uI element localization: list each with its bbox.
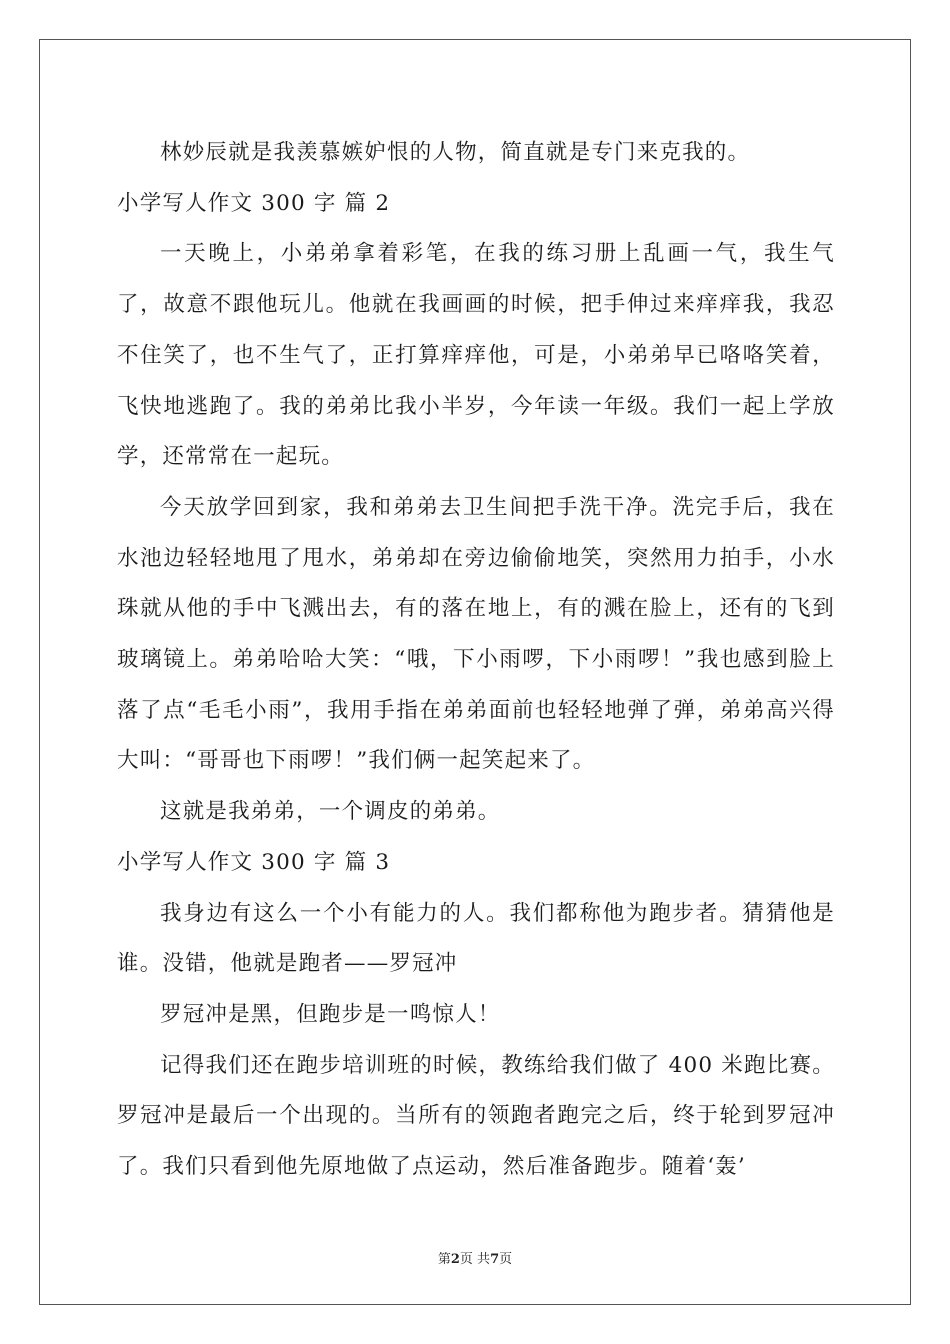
document-body [117,128,835,1193]
page-current: 2 [450,1252,460,1267]
section-heading: 小学写人作文 300 字 篇 2 [117,190,391,216]
page-footer [0,1248,950,1267]
paragraph: 记得我们还在跑步培训班的时候，教练给我们做了 400 米跑比赛。罗冠冲是最后一个出现的。当所有的领跑者跑完之后，终于轮到罗冠冲了。我们只看到他先原地做了点运动，然后准备跑步。随着‘轰’ [117,1052,835,1180]
section-heading: 小学写人作文 300 字 篇 3 [117,849,391,875]
paragraph: 罗冠冲是黑，但跑步是一鸣惊人！ [160,1001,501,1027]
page-prefix: 第 [437,1252,451,1267]
paragraph: 林妙辰就是我羡慕嫉妒恨的人物，简直就是专门来克我的。 [160,140,751,165]
paragraph: 这就是我弟弟，一个调皮的弟弟。 [160,799,501,825]
page-suffix: 页 [499,1252,513,1267]
paragraph: 我身边有这么一个小有能力的人。我们都称他为跑步者。猜猜他是谁。没错，他就是跑者——罗冠冲 [117,900,835,977]
paragraph: 一天晚上，小弟弟拿着彩笔，在我的练习册上乱画一气，我生气了，故意不跟他玩儿。他就在我画画的时候，把手伸过来痒痒我，我忍不住笑了，也不生气了，正打算痒痒他，可是，小弟弟早已咯咯笑着，飞快地逃跑了。我的弟弟比我小半岁，今年读一年级。我们一起上学放学，还常常在一起玩。 [117,241,835,470]
page-total: 7 [490,1252,500,1267]
paragraph: 今天放学回到家，我和弟弟去卫生间把手洗干净。洗完手后，我在水池边轻轻地甩了甩水，弟弟却在旁边偷偷地笑，突然用力拍手，小水珠就从他的手中飞溅出去，有的落在地上，有的溅在脸上，还有的飞到玻璃镜上。弟弟哈哈大笑：“哦，下小雨啰，下小雨啰！”我也感到脸上落了点“毛毛小雨”，我用手指在弟弟面前也轻轻地弹了弹，弟弟高兴得大叫：“哥哥也下雨啰！”我们俩一起笑起来了。 [117,494,835,774]
page-mid: 页 共 [459,1252,491,1267]
